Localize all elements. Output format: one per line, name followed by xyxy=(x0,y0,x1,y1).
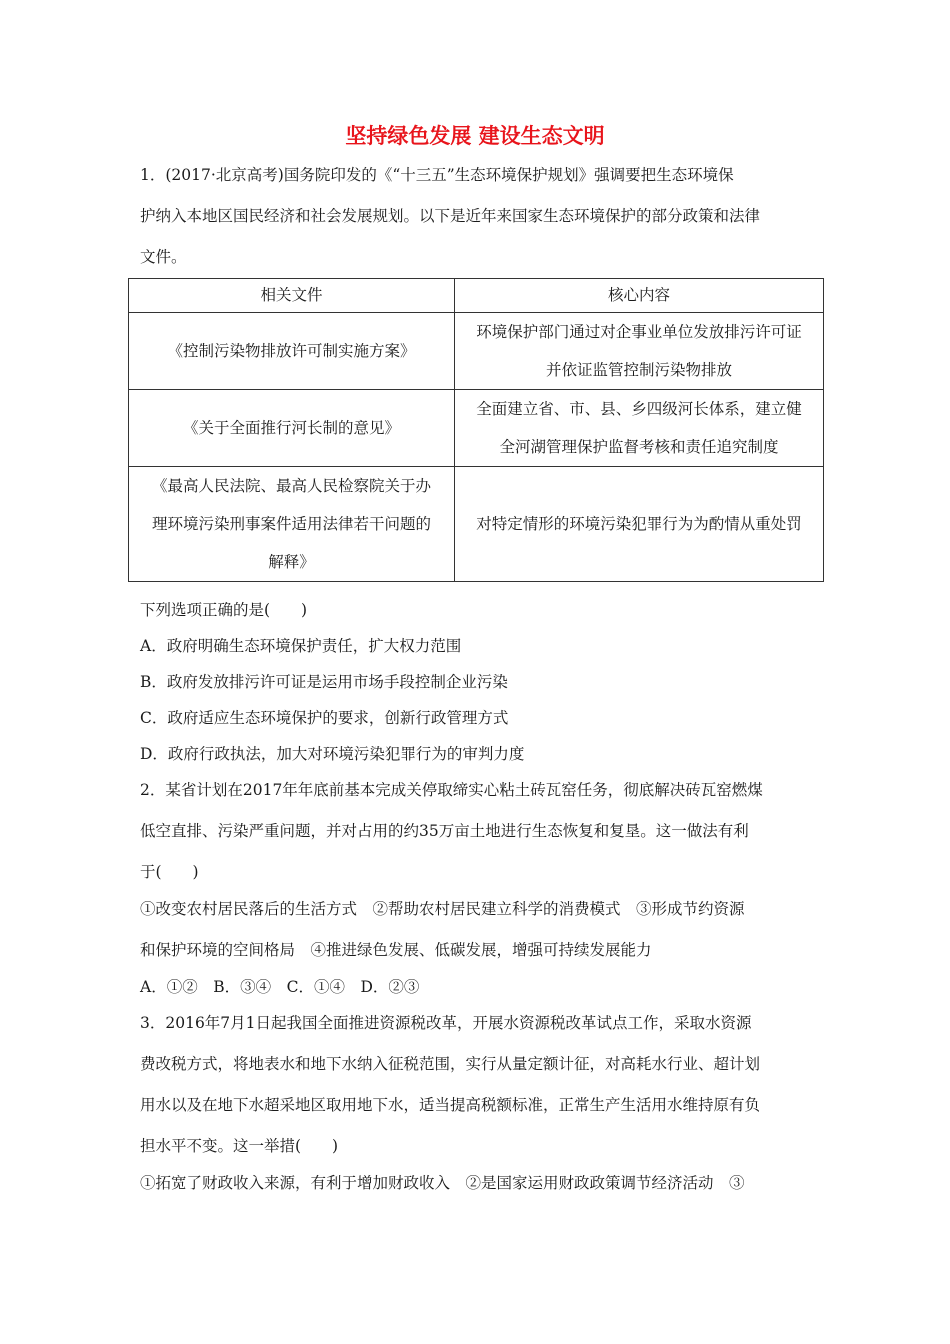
q3-stem-line: 3．2016年7月1日起我国全面推进资源税改革，开展水资源税改革试点工作，采取水资源 xyxy=(140,1014,752,1032)
table-row xyxy=(129,313,824,390)
cell-line: 对特定情形的环境污染犯罪行为为酌情从重处罚 xyxy=(476,515,802,533)
cell-line: 环境保护部门通过对企事业单位发放排污许可证 xyxy=(476,323,802,341)
q1-prompt: 下列选项正确的是( ) xyxy=(140,601,308,619)
cell-line: 解释》 xyxy=(268,553,315,571)
q2-stem-line: 于( ) xyxy=(140,863,199,881)
q1-stem-line: 护纳入本地区国民经济和社会发展规划。以下是近年来国家生态环境保护的部分政策和法律 xyxy=(140,207,761,225)
q3-item-line: ①拓宽了财政收入来源，有利于增加财政收入 ②是国家运用财政政策调节经济活动 ③ xyxy=(140,1174,745,1192)
table-row xyxy=(129,390,824,467)
cell-line: 《控制污染物排放许可制实施方案》 xyxy=(167,342,416,360)
policy-table xyxy=(128,278,824,582)
q3-stem-line: 担水平不变。这一举措( ) xyxy=(140,1137,339,1155)
table-cell-content xyxy=(455,313,824,390)
table-cell-document xyxy=(129,390,455,467)
table-row xyxy=(129,467,824,582)
q3-stem-line: 费改税方式，将地表水和地下水纳入征税范围，实行从量定额计征，对高耗水行业、超计划 xyxy=(140,1055,761,1073)
page-title: 坚持绿色发展 建设生态文明 xyxy=(345,124,605,148)
q2-stem-line: 2．某省计划在2017年年底前基本完成关停取缔实心粘土砖瓦窑任务，彻底解决砖瓦窑燃煤 xyxy=(140,781,763,799)
q1-stem-line: 1．(2017·北京高考)国务院印发的《“十三五”生态环境保护规划》强调要把生态环境保 xyxy=(140,166,734,184)
cell-line: 全面建立省、市、县、乡四级河长体系，建立健 xyxy=(476,400,802,418)
cell-line: 理环境污染刑事案件适用法律若干问题的 xyxy=(151,515,431,533)
table-cell-content xyxy=(455,390,824,467)
q2-choices: A．①② B．③④ C．①④ D．②③ xyxy=(140,978,420,996)
table-cell-content xyxy=(455,467,824,582)
q1-stem-line: 文件。 xyxy=(140,248,187,266)
table-header-cell: 核心内容 xyxy=(455,279,824,313)
cell-line: 《关于全面推行河长制的意见》 xyxy=(182,419,400,437)
q1-option-b: B．政府发放排污许可证是运用市场手段控制企业污染 xyxy=(140,673,508,691)
table-header-cell: 相关文件 xyxy=(129,279,455,313)
table-header-row xyxy=(129,279,824,313)
q1-option-a: A．政府明确生态环境保护责任，扩大权力范围 xyxy=(140,637,462,655)
q2-stem-line: 低空直排、污染严重问题，并对占用的约35万亩土地进行生态恢复和复垦。这一做法有利 xyxy=(140,822,749,840)
q3-stem-line: 用水以及在地下水超采地区取用地下水，适当提高税额标准，正常生产生活用水维持原有负 xyxy=(140,1096,761,1114)
q2-item-line: 和保护环境的空间格局 ④推进绿色发展、低碳发展，增强可持续发展能力 xyxy=(140,941,652,959)
cell-line: 并依证监管控制污染物排放 xyxy=(545,361,732,379)
q1-option-c: C．政府适应生态环境保护的要求，创新行政管理方式 xyxy=(140,709,509,727)
table-cell-document xyxy=(129,467,455,582)
q2-item-line: ①改变农村居民落后的生活方式 ②帮助农村居民建立科学的消费模式 ③形成节约资源 xyxy=(140,900,745,918)
q1-option-d: D．政府行政执法，加大对环境污染犯罪行为的审判力度 xyxy=(140,745,525,763)
cell-line: 《最高人民法院、最高人民检察院关于办 xyxy=(151,477,431,495)
cell-line: 全河湖管理保护监督考核和责任追究制度 xyxy=(499,438,779,456)
table-cell-document xyxy=(129,313,455,390)
